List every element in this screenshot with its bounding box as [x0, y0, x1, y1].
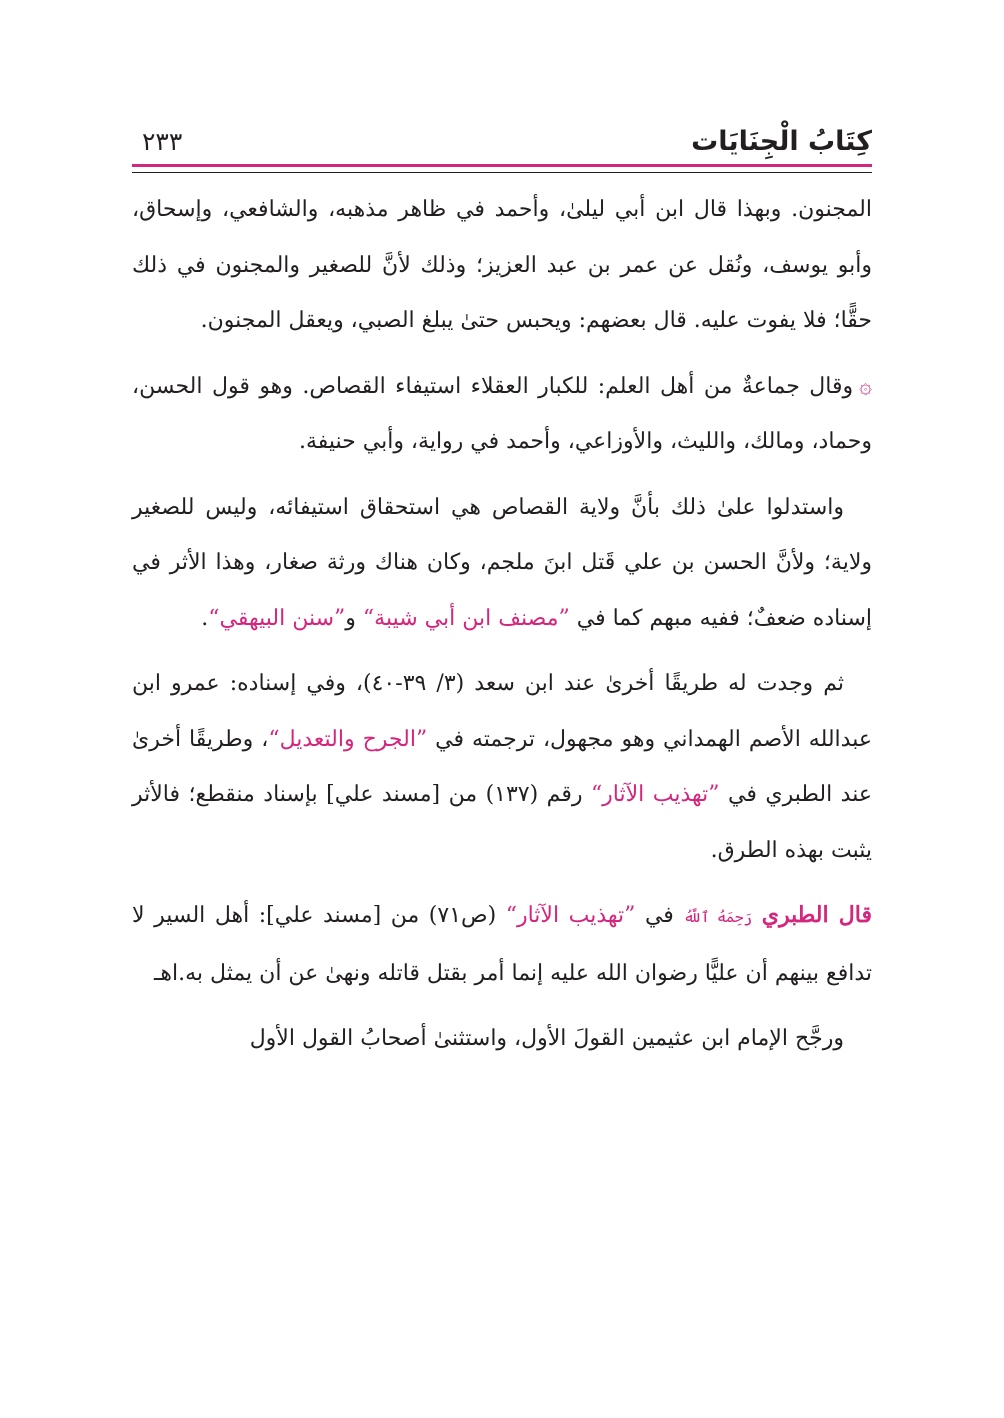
paragraph-3-text-b: و [345, 605, 363, 631]
citation-musannaf: ”مصنف ابن أبي شيبة“ [362, 605, 570, 631]
chapter-title: كِتَابُ الْجِنَايَات [691, 126, 872, 157]
paragraph-3 [132, 480, 872, 647]
paragraph-3-text-a: واستدلوا علىٰ ذلك بأنَّ ولاية القصاص هي استحقاق استيفائه، وليس للصغير ولاية؛ ولأنَّ الحسن بن علي قَتل ابنَ ملجم، وكان هناك ورثة صغار، وهذا الأثر في إسناده ضعفٌ؛ ففيه مبهم كما في [132, 494, 872, 631]
paragraph-3-text-c: . [201, 605, 209, 631]
header-rule-accent [132, 164, 872, 167]
paragraph-5-text-b: (ص٧١) من [مسند علي]: أهل السير لا تدافع بينهم أن عليًّا رضوان الله عليه إنما أمر بقتل قاتله ونهىٰ عن أن يمثل به.اهـ [132, 903, 872, 986]
paragraph-4-text-b: ، وطريقًا أخرىٰ عند الطبري في [132, 726, 872, 807]
paragraph-6: ورجَّح الإمام ابن عثيمين القولَ الأول، واستثنىٰ أصحابُ القول الأول [249, 1026, 844, 1051]
page-number: ٢٣٣ [142, 127, 183, 156]
page-body [132, 182, 872, 1077]
citation-jarh-tadil: ”الجرح والتعديل“ [268, 726, 428, 752]
paragraph-1: المجنون. وبهذا قال ابن أبي ليلىٰ، وأحمد في ظاهر مذهبه، والشافعي، وإسحاق، وأبو يوسف، ونُقل عن عمر بن عبد العزيز؛ وذلك لأنَّ للصغير والمجنون في ذلك حقًّا؛ فلا يفوت عليه. قال بعضهم: ويحبس حتىٰ يبلغ الصبي، ويعقل المجنون. [132, 197, 872, 333]
citation-tahdhib-athar-2: ”تهذيب الآثار“ [505, 903, 636, 928]
speaker-label: قال الطبري [761, 902, 872, 928]
citation-tahdhib-athar: ”تهذيب الآثار“ [590, 782, 720, 807]
running-header [132, 118, 872, 168]
book-page [132, 0, 872, 1418]
flower-ornament-icon: ۞ [859, 373, 872, 399]
paragraph-4-text-a: ثم وجدت له طريقًا أخرىٰ عند ابن سعد (٣/ ٣٩-٤٠)، وفي إسناده: عمرو ابن عبدالله الأصم الهمداني وهو مجهول، ترجمته في [132, 671, 872, 752]
paragraph-2 [132, 359, 872, 470]
paragraph-5-text-a: في [635, 903, 684, 928]
paragraph-2-text: وقال جماعةٌ من أهل العلم: للكبار العقلاء استيفاء القصاص. وهو قول الحسن، وحماد، ومالك، والليث، والأوزاعي، وأحمد في رواية، وأبي حنيفة. [132, 373, 872, 454]
paragraph-4-text-c: رقم (١٣٧) من [مسند علي] بإسناد منقطع؛ فالأثر يثبت بهذه الطرق. [132, 782, 872, 863]
header-rule-thin [132, 172, 872, 173]
citation-sunan-bayhaqi: ”سنن البيهقي“ [208, 605, 346, 631]
paragraph-4 [132, 656, 872, 878]
paragraph-5 [132, 888, 872, 1001]
honorific: رَحِمَهُ ٱللَّهُ [683, 908, 753, 926]
